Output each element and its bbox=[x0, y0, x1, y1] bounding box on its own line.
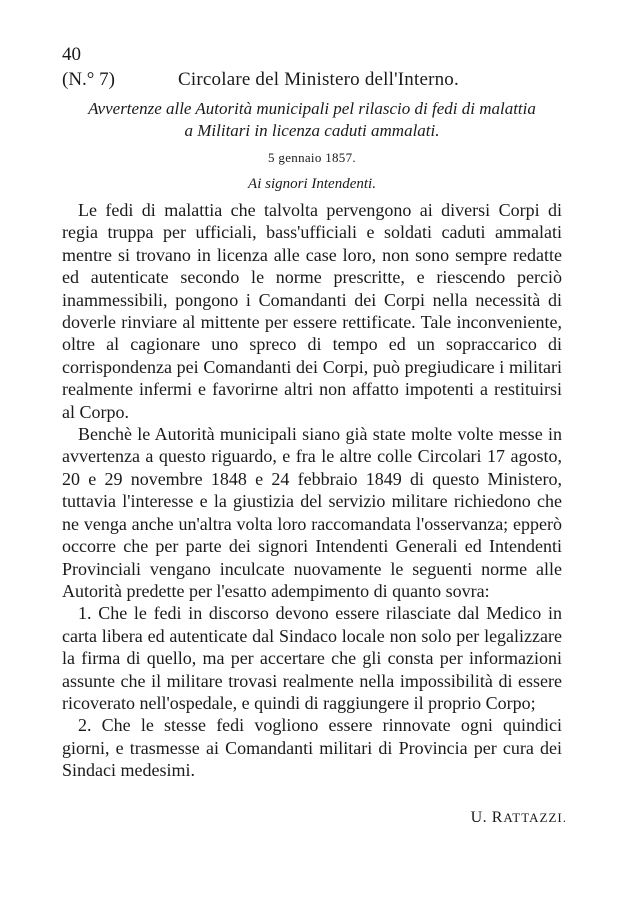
subtitle-line-2: a Militari in licenza caduti ammalati. bbox=[184, 121, 440, 140]
paragraph-4: 2. Che le stesse fedi vogliono essere rinnovate ogni quindici giorni, e trasmesse ai Comandanti militari di Provincia per cura dei Sindaci medesimi. bbox=[62, 715, 562, 781]
subtitle-line-1: Avvertenze alle Autorità municipali pel rilascio di fedi di malattia bbox=[88, 99, 536, 118]
signature-surname: RATTAZZI. bbox=[491, 809, 567, 826]
signature bbox=[471, 808, 567, 828]
paragraph-2: Benchè le Autorità municipali siano già state molte volte messe in avvertenza a questo riguardo, e fra le altre colle Circolari 17 agosto, 20 e 29 novembre 1848 e 24 febbraio 1849 di questo Ministero, tuttavia l'interesse e la giustizia del servizio militare richiedono che ne venga anche un'altra volta loro raccomandata l'osservanza; epperò occorre che per parte dei signori Intendenti Generali ed Intendenti Provinciali vengano inculcate nuovamente le seguenti norme alle Autorità predette per l'esatto adempimento di quanto sovra: bbox=[62, 424, 562, 601]
circular-subtitle bbox=[62, 98, 562, 142]
page-number: 40 bbox=[62, 44, 81, 65]
paragraph-1: Le fedi di malattia che talvolta pervengono ai diversi Corpi di regia truppa per ufficiali, bass'ufficiali e soldati caduti ammalati mentre si trovano in licenza alle case loro, non sono sempre redatte ed autenticate secondo le norme prescritte, e riescendo perciò inammessibili, pongono i Comandanti dei Corpi nella necessità di doverle rinviare al mittente per essere rettificate. Tale inconveniente, oltre al cagionare uno spreco di tempo ed un sopraccarico di corrispondenza pei Comandanti dei Corpi, può pregiudicare i militari realmente infermi e favorirne altri non affatto impotenti a restituirsi al Corpo. bbox=[62, 200, 562, 422]
signature-initial: U. bbox=[470, 809, 488, 826]
circular-title: Circolare del Ministero dell'Interno. bbox=[178, 69, 459, 90]
circular-date: 5 gennaio 1857. bbox=[268, 150, 356, 165]
circular-body bbox=[62, 199, 562, 782]
circular-heading bbox=[62, 67, 562, 93]
paragraph-3: 1. Che le fedi in discorso devono essere rilasciate dal Medico in carta libera ed autenticate dal Sindaco locale non solo per legalizzare la firma di quello, ma per accertare che gli consta per informazioni assunte che il militare trovasi realmente nella impossibilità di essere ricoverato nell'ospedale, e quindi di raggiungere il proprio Corpo; bbox=[62, 603, 562, 713]
addressee: Ai signori Intendenti. bbox=[248, 176, 376, 192]
circular-number: (N.° 7) bbox=[62, 69, 115, 90]
